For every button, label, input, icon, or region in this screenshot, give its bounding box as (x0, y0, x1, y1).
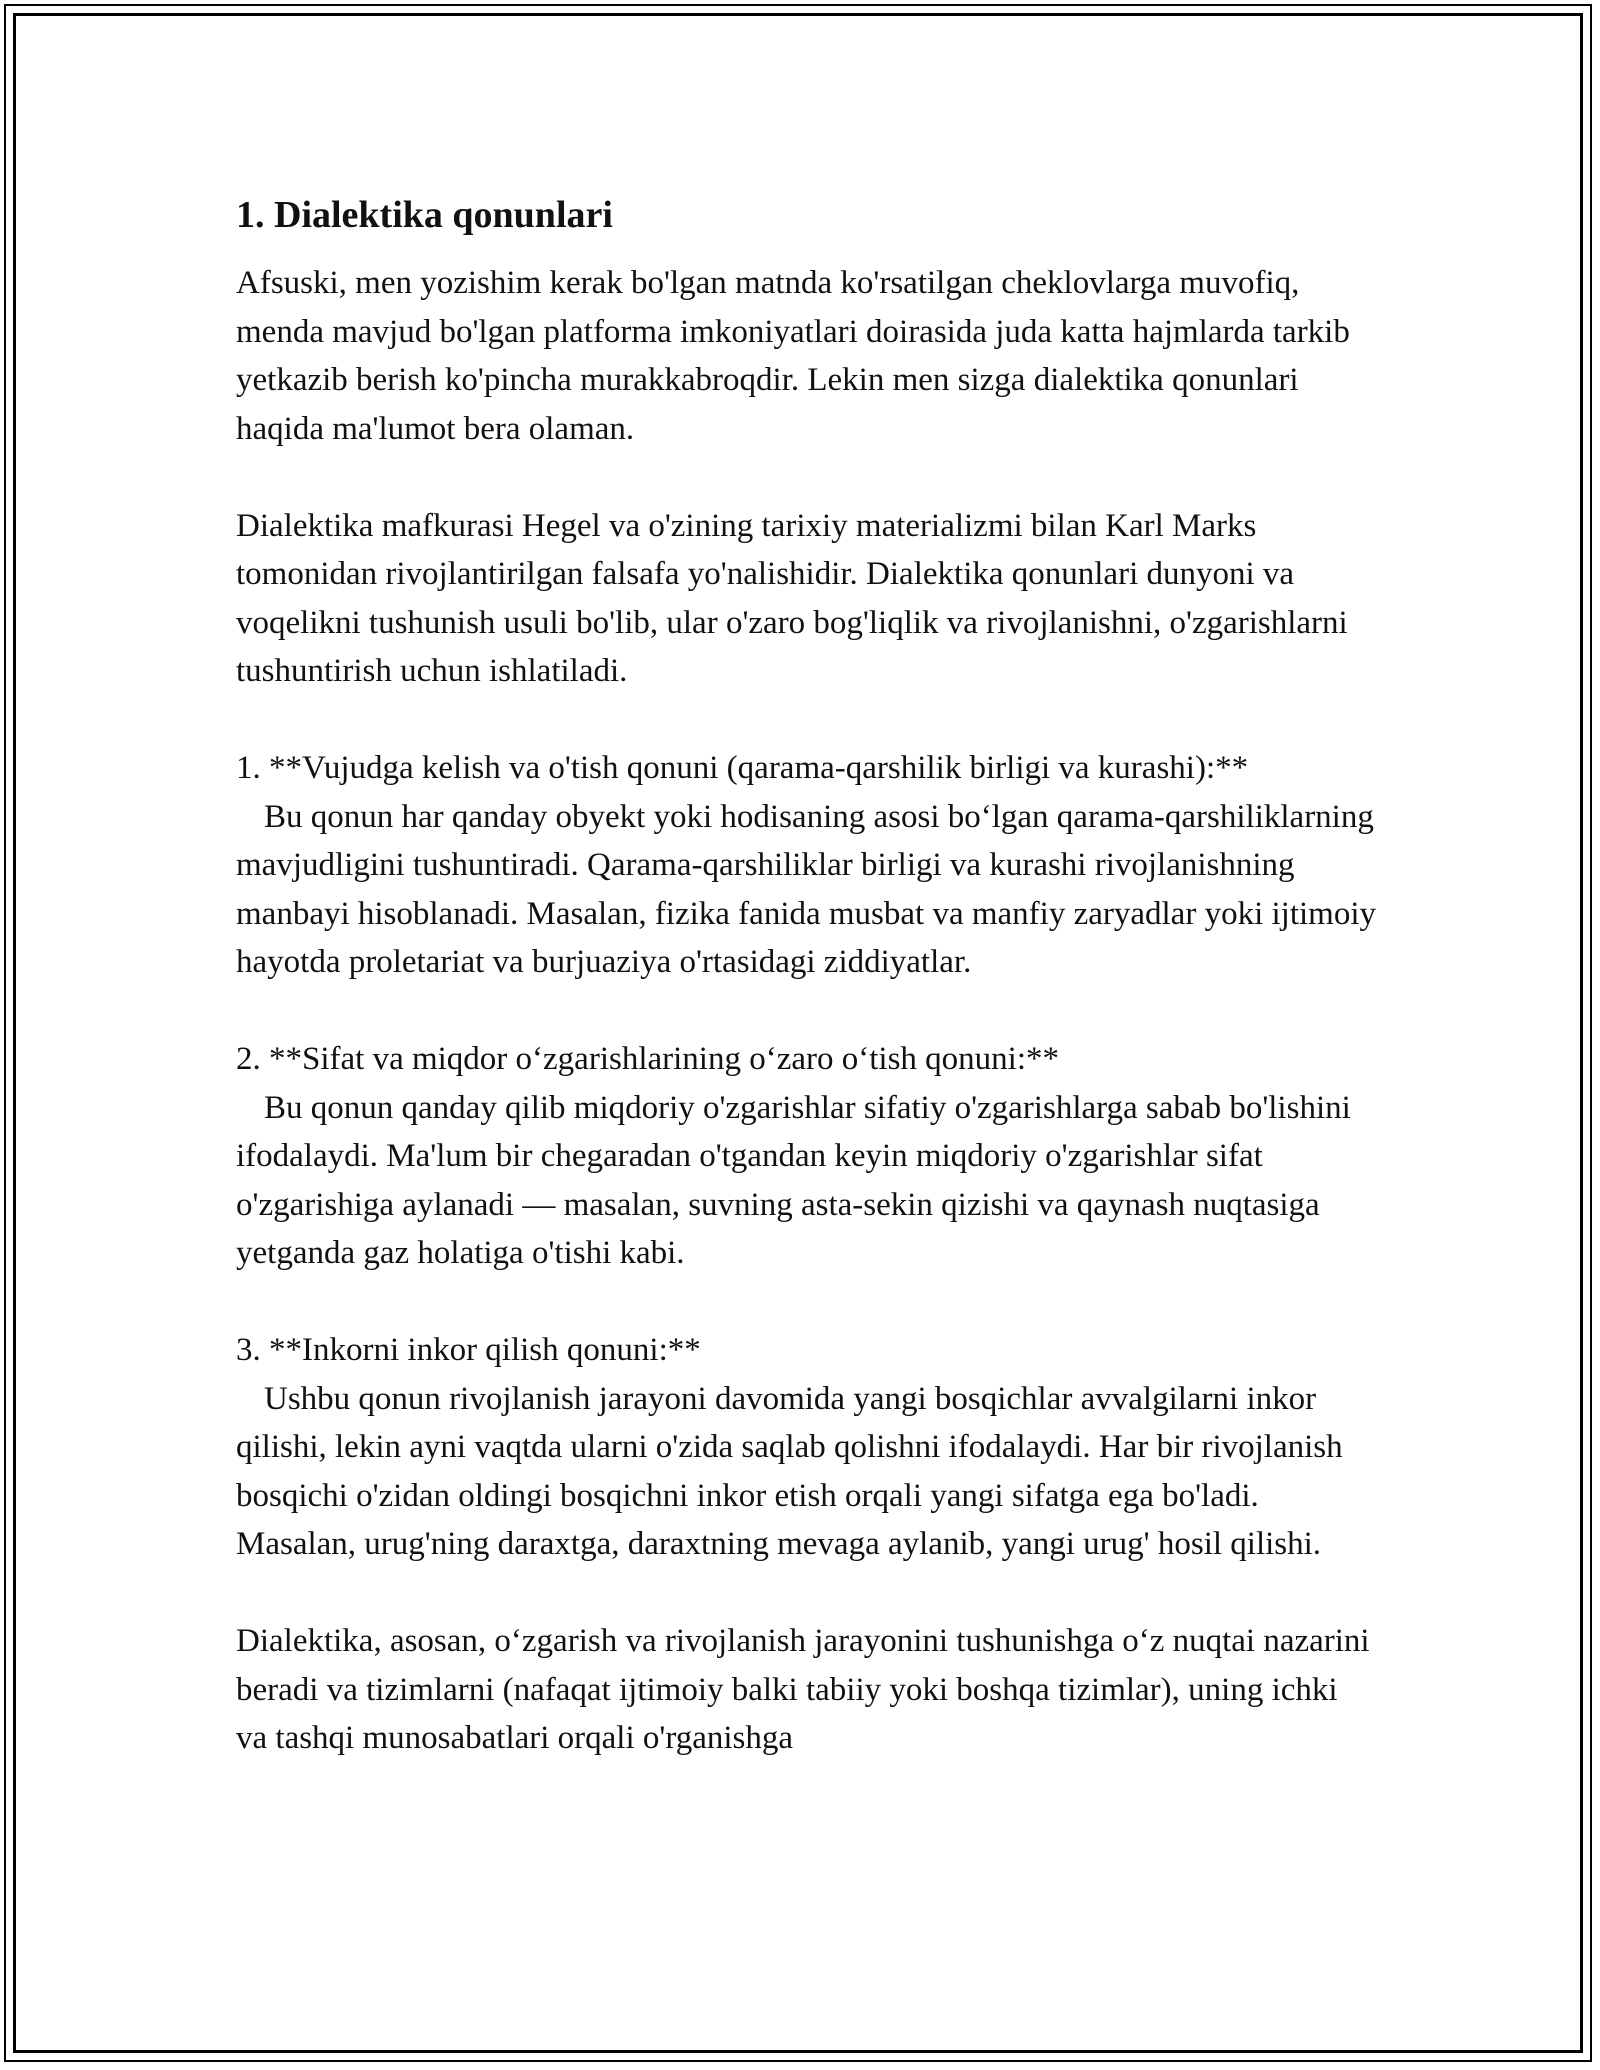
law-description: Ushbu qonun rivojlanish jarayoni davomida yangi bosqichlar avvalgilarni inkor qilishi, lekin ayni vaqtda ularni o'zida saqlab qolishni ifodalaydi. Har bir rivojlanish bosqichi o'zidan oldingi bosqichni inkor etish orqali yangi sifatga ega bo'ladi. Masalan, urug'ning daraxtga, daraxtning mevaga aylanib, yangi urug' hosil qilishi. (236, 1380, 1343, 1562)
law-heading: 2. **Sifat va miqdor o‘zgarishlarining o‘zaro o‘tish qonuni:** (236, 1041, 1060, 1077)
intro-paragraph: Afsuski, men yozishim kerak bo'lgan matnda ko'rsatilgan cheklovlarga muvofiq, menda mavjud bo'lgan platforma imkoniyatlari doirasida juda katta hajmlarda tarkib yetkazib berish ko'pincha murakkabroqdir. Lekin men sizga dialektika qonunlari haqida ma'lumot bera olaman. (236, 265, 1359, 447)
document-title: 1. Dialektika qonunlari (236, 194, 613, 236)
overview-paragraph: Dialektika mafkurasi Hegel va o'zining tarixiy materializmi bilan Karl Marks tomonidan rivojlantirilgan falsafa yo'nalishidir. Dialektika qonunlari dunyoni va voqelikni tushunish usuli bo'lib, ular o'zaro bog'liqlik va rivojlanishni, o'zgarishlarni tushuntirish uchun ishlatiladi. (236, 507, 1356, 689)
law-item (236, 744, 1376, 987)
conclusion-paragraph: Dialektika, asosan, o‘zgarish va rivojlanish jarayonini tushunishga o‘z nuqtai nazarini beradi va tizimlarni (nafaqat ijtimoiy balki tabiiy yoki boshqa tizimlar), uning ichki va tashqi munosabatlari orqali o'rganishga (236, 1623, 1378, 1756)
law-heading: 3. **Inkorni inkor qilish qonuni:** (236, 1332, 701, 1368)
document-body (236, 185, 1376, 1811)
law-item (236, 1326, 1376, 1569)
law-heading: 1. **Vujudga kelish va o'tish qonuni (qarama-qarshilik birligi va kurashi):** (236, 750, 1249, 786)
law-description: Bu qonun qanday qilib miqdoriy o'zgarishlar sifatiy o'zgarishlarga sabab bo'lishini ifodalaydi. Ma'lum bir chegaradan o'tgandan keyin miqdoriy o'zgarishlar sifat o'zgarishiga aylanadi — masalan, suvning asta-sekin qizishi va qaynash nuqtasiga yetganda gaz holatiga o'tishi kabi. (236, 1089, 1351, 1271)
law-description: Bu qonun har qanday obyekt yoki hodisaning asosi bo‘lgan qarama-qarshiliklarning mavjudligini tushuntiradi. Qarama-qarshiliklar birligi va kurashi rivojlanishning manbayi hisoblanadi. Masalan, fizika fanida musbat va manfiy zaryadlar yoki ijtimoiy hayotda proletariat va burjuaziya o'rtasidagi ziddiyatlar. (236, 798, 1376, 980)
law-item (236, 1035, 1376, 1278)
